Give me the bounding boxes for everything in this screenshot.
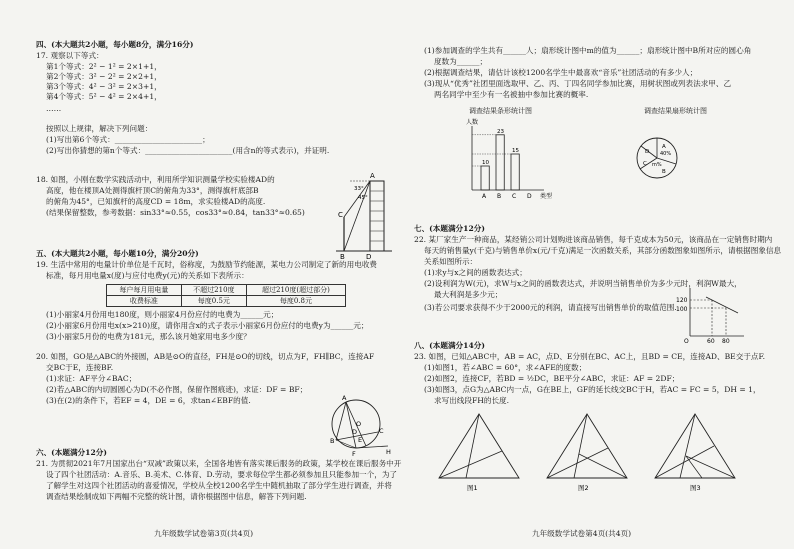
bar-value-label: 10	[482, 160, 489, 166]
q18-line-3: 的俯角为45°，已知旗杆的高度CD = 18m，求实验楼AD的高度.	[46, 197, 266, 206]
q18-figure	[336, 172, 396, 261]
q18-line-4: (结果保留整数，参考数据：sin33°≈0.55，cos33°≈0.84，tan33°≈0.65)	[46, 208, 305, 217]
q22-label-origin: O	[684, 338, 689, 345]
pie-label-B: B	[662, 169, 666, 175]
q20-label-A: A	[342, 394, 347, 402]
q23-part-2: (2)如图2，连接CF，若BD = ½DC，BE平分∠ABC，求证：AF = 2DF；	[424, 374, 680, 383]
pie-label-C: C	[643, 161, 647, 167]
q18-line-2: 高度，他在楼顶A处测得旗杆顶C的俯角为33°，测得旗杆底部B	[46, 186, 259, 195]
bar-tick-label: D	[527, 193, 532, 200]
bar-chart-title: 调查结果条形统计图	[469, 107, 532, 115]
table-cell: 每户每月用电量	[107, 285, 182, 296]
exam-page-3	[36, 28, 416, 538]
table-cell: 收费标准	[107, 296, 182, 307]
q23-figure-1	[434, 410, 524, 492]
q17-stem: 17. 观察以下等式：	[36, 51, 104, 60]
q23-part-1: (1)如图1，若∠ABC = 60°，求∠AFE的度数；	[424, 363, 587, 372]
q21-part-3: (3)现从“优秀”社团里面选取甲、乙、丙、丁四名同学参加比赛，用树状图或列表法求甲、乙	[424, 79, 732, 88]
section-8-header: 八、(本题满分14分)	[414, 341, 485, 350]
q23-figure-3	[650, 410, 740, 492]
q17-eq-5: ……	[46, 104, 62, 113]
q20-label-B: B	[330, 437, 335, 445]
bar-chart	[454, 118, 554, 203]
section-4-header: 四、(本大题共2小题，每小题8分，满分16分)	[36, 40, 194, 49]
q18-label-B: B	[340, 253, 345, 261]
q22-part-2b: 最大利润是多少元；	[434, 290, 503, 299]
q20-line-1: 20. 如图，GO是△ABC的外接圆，AB是⊙O的直径，FH是⊙O的切线，切点为F，FH∥BC，连接AF	[36, 352, 375, 361]
q21-line-2: 设了四个社团活动：A.音乐、B.美术、C.体育、D.劳动，要求每位学生都必须参加且只能参加一个，为了	[46, 470, 398, 479]
pie-pct-m: m%	[652, 162, 662, 168]
q18-label-D: D	[366, 253, 372, 261]
q17-eq-4: 第4个等式：5² − 4² = 2×4+1，	[46, 92, 162, 101]
q21-line-3: 了解学生对这四个社团活动的喜爱情况，学校从全校1200名学生中随机抽取了部分学生进行调查，并将	[46, 481, 392, 490]
q22-label-60: 60	[707, 338, 715, 345]
table-row	[107, 296, 346, 307]
q18-angle-33: 33°	[354, 186, 364, 192]
q22-line-1: 22. 某厂家生产一种商品，某经销公司计划购进该商品销售，每千克成本为50元，该商品在一定销售时期内	[414, 235, 773, 244]
q18-angle-45: 45°	[358, 195, 368, 201]
table-cell: 每度0.8元	[246, 296, 345, 307]
q19-fee-table	[106, 284, 346, 307]
q20-label-E: E	[358, 436, 363, 444]
table-row	[107, 285, 346, 296]
bar-B	[496, 135, 504, 190]
q21-part-1b: 度数为______；	[434, 57, 488, 66]
q23-fig2-caption: 图2	[578, 484, 589, 492]
q17-part-2: (2)写出你猜想的第n个等式：_______________________(用含n的等式表示)，并证明.	[46, 146, 330, 155]
q18-label-C: C	[338, 211, 343, 219]
q20-part-2: (2)若△ABC的内切圆圆心为D(不必作图，保留作图痕迹)，求证：DF = BF；	[46, 385, 308, 394]
bar-tick-label: C	[512, 193, 517, 200]
q19-line-1: 19. 生活中常用的电量计价单位是千瓦时，俗称度，为鼓励节约能源，某电力公司制定了新的用电收费	[36, 260, 378, 269]
q22-part-3: (3)若公司要求获得不少于2000元的利润，请直接写出销售单价的取值范围.	[424, 303, 677, 312]
q20-label-H: H	[386, 448, 391, 456]
table-cell: 超过210度(超过部分)	[246, 285, 345, 296]
section-7-header: 七、(本题满分12分)	[414, 224, 485, 233]
q19-part-1: (1)小丽家4月份用电180度，则小丽家4月份应付的电费为______元；	[46, 310, 279, 319]
q18-label-A: A	[370, 172, 375, 180]
page-footer-4: 九年级数学试卷第4页(共4页)	[532, 529, 632, 538]
q19-line-2: 标准，每月用电量x(度)与应付电费y(元)的关系如下表所示：	[46, 271, 249, 280]
q17-part-1: (1)写出第6个等式：_______________________；	[46, 135, 210, 144]
table-cell: 每度0.5元	[181, 296, 246, 307]
q21-line-4: 调查结果绘制成如下两幅不完整的统计图，请你根据图中信息，解答下列问题.	[46, 492, 307, 501]
page-footer-3: 九年级数学试卷第3页(共4页)	[154, 529, 254, 538]
q17-eq-3: 第3个等式：4² − 3² = 2×3+1，	[46, 82, 162, 91]
bar-C	[511, 154, 519, 190]
pie-pct-A: 40%	[660, 151, 672, 157]
q17-eq-1: 第1个等式：2² − 1² = 2×1+1，	[46, 62, 162, 71]
bar-value-label: 15	[512, 148, 519, 154]
q18-line-1: 18. 如图，小刚在数学实践活动中，利用所学知识测量学校实验楼AD的	[36, 175, 275, 184]
q23-part-3: (3)如图3，点G为△ABC内一点，G在BE上，GF的延长线交BC于H，若AC = FC = 5，DH = 1，	[424, 385, 761, 394]
q20-figure	[330, 396, 390, 456]
q20-part-3: (3)在(2)的条件下，若EF = 4，DE = 6，求tan∠EBF的值.	[46, 396, 251, 405]
q23-part-3b: 求写出线段FH的长度.	[434, 396, 510, 405]
pie-label-A: A	[662, 144, 666, 150]
bar-value-label: 23	[497, 128, 504, 135]
q22-part-1: (1)求y与x之间的函数表达式；	[424, 268, 527, 277]
q22-label-80: 80	[722, 338, 730, 345]
q20-label-O: O	[356, 420, 362, 428]
q22-label-100: 100	[676, 306, 688, 313]
pie-chart	[632, 133, 682, 183]
bar-tick-label: A	[482, 193, 487, 200]
q21-part-2: (2)根据调查结果，请估计该校1200名学生中最喜欢“音乐”社团活动的有多少人；	[424, 68, 698, 77]
q20-label-D: D	[352, 428, 358, 436]
section-5-header: 五、(本大题共2小题，每小题10分，满分20分)	[36, 249, 199, 258]
pie-chart-title: 调查结果扇形统计图	[644, 107, 707, 115]
q23-fig3-caption: 图3	[690, 484, 701, 492]
bar-A	[481, 166, 489, 190]
q19-part-3: (3)小丽家5月份的电费为181元，那么该月她家用电多少度？	[46, 332, 251, 341]
q21-part-1: (1)参加调查的学生共有______人；扇形统计图中m的值为______；扇形统计图中B所对应的圆心角	[424, 46, 752, 55]
q17-eq-2: 第2个等式：3² − 2² = 2×2+1，	[46, 72, 162, 81]
q22-line-2: 每天的销售量y(千克)与销售单价x(元/千克)满足一次函数关系，其部分函数图象如图所示，请根据图象信息	[424, 246, 782, 255]
q23-fig1-caption: 图1	[467, 484, 478, 492]
q22-part-2: (2)设利润为W(元)，求W与x之间的函数表达式，并说明当销售单价为多少元时，利润W最大，	[424, 279, 742, 288]
table-cell: 不超过210度	[181, 285, 246, 296]
q20-line-2: 交BC于E，连接BF.	[46, 363, 114, 372]
q22-graph	[676, 286, 746, 345]
q19-part-2: (2)小丽家6月份用电x(x>210)度，请你用含x的式子表示小丽家6月份应付的电费y为______元；	[46, 321, 369, 330]
q20-label-F: F	[352, 450, 356, 458]
q21-line-1: 21. 为贯彻2021年7月国家出台“双减”政策以来，全国各地皆有落实课后服务的政策，某学校在课后服务中开	[36, 459, 402, 468]
bar-chart-xlabel: 类型	[540, 193, 553, 200]
q23-stem: 23. 如图，已知△ABC中，AB = AC，点D、E分别在BC、AC上，且BD = CE，连接AD、BE交于点F.	[414, 352, 766, 361]
q20-part-1: (1)求证：AF平分∠BAC；	[46, 374, 137, 383]
q22-line-3: 关系如图所示：	[424, 257, 478, 266]
pie-label-D: D	[645, 149, 650, 155]
q23-figure-2	[542, 410, 632, 492]
q22-label-120: 120	[676, 297, 688, 304]
q20-label-C: C	[379, 427, 384, 435]
q17-rule: 按照以上规律，解决下列问题：	[46, 124, 153, 133]
section-6-header: 六、(本题满分12分)	[36, 448, 107, 457]
bar-chart-ylabel: 人数	[466, 119, 479, 126]
exam-page-4	[414, 28, 794, 538]
bar-tick-label: B	[497, 193, 502, 200]
q21-part-3b: 两名同学中至少有一名被抽中参加比赛的概率.	[434, 90, 589, 99]
